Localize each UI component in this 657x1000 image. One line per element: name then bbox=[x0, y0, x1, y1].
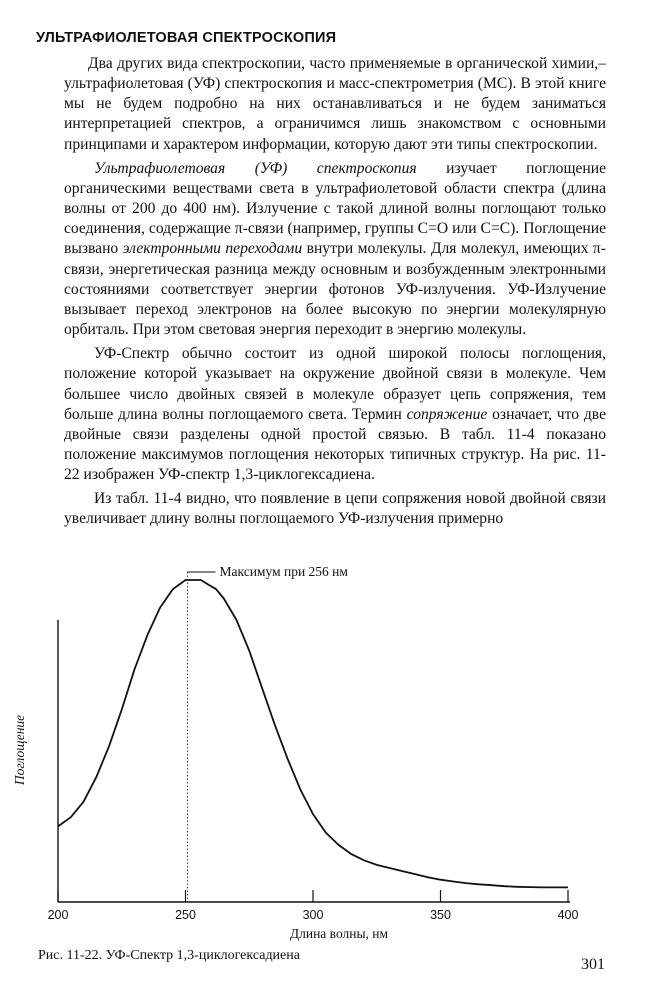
x-tick-label-300: 300 bbox=[302, 908, 324, 922]
paragraph-3-part-b: означает, что две двойные связи разделены одной простой связью. В табл. 11-4 показано положение максимумов поглощения некоторых типичных структур. На рис. 11-22 изображен УФ-спектр 1,3-циклогексадиена. bbox=[64, 405, 606, 484]
paragraph-3 bbox=[64, 344, 606, 485]
x-tick-label-250: 250 bbox=[175, 908, 196, 922]
paragraph-2-part-b: внутри молекулы. Для молекул, имеющих π-связи, энергетическая разница между основным и возбужденным электронными состояниями соответствует энергии фотонов УФ-излучения. УФ-Излучение вызывает переход электронов на более высокую по энергии молекулярную орбиталь. При этом световая энергия переходит в энергию молекулы. bbox=[64, 240, 606, 339]
uv-spectrum-chart bbox=[0, 560, 657, 950]
x-tick-label-350: 350 bbox=[430, 908, 451, 922]
paragraph-2-part-a: изучает поглощение органическими веществами света в ультрафиолетовой области спектра (длина волны от 200 до 400 нм). Излучение с такой длиной волны поглощают только соединения, содержащие π-связи (например, группы C=O или C=C). Поглощение вызвано bbox=[64, 159, 607, 258]
x-axis-label: Длина волны, нм bbox=[289, 926, 389, 941]
y-axis-label: Поглощение bbox=[12, 714, 27, 786]
paragraph-4: Из табл. 11-4 видно, что появление в цепи сопряжения новой двойной связи увеличивает длину волны поглощаемого УФ-излучения примерно bbox=[64, 490, 606, 528]
page-number: 301 bbox=[581, 956, 605, 973]
spectrum-curve bbox=[58, 580, 568, 887]
body-text bbox=[64, 54, 606, 534]
peak-annotation: Максимум при 256 нм bbox=[219, 564, 348, 579]
term-electronic-transitions: электронными переходами bbox=[122, 240, 303, 258]
paragraph-3-part-a: УФ-Спектр обычно состоит из одной широкой полосы поглощения, положение которой указывает на окружение двойной связи в молекуле. Чем большее число двойных связей в молекуле образует цепь сопряжения, тем больше длина волны поглощаемого света. Термин bbox=[64, 345, 606, 423]
term-conjugation: сопряжение bbox=[406, 405, 488, 423]
figure-caption: Рис. 11-22. УФ-Спектр 1,3-циклогексадиена bbox=[38, 948, 300, 963]
x-tick-label-400: 400 bbox=[557, 908, 579, 922]
paragraph-1: Два других вида спектроскопии, часто применяемые в органической химии,– ультрафиолетовая (УФ) спектроскопия и масс-спектрометрия (МС). В этой книге мы не будем подробно на них останавливаться и не будем заниматься интерпретацией спектров, а ограничимся лишь знакомством с основными принципами и характером информации, которую дают эти типы спектроскопии. bbox=[64, 55, 606, 153]
x-tick-label-200: 200 bbox=[47, 908, 69, 922]
running-header: УЛЬТРАФИОЛЕТОВАЯ СПЕКТРОСКОПИЯ bbox=[36, 30, 337, 46]
paragraph-2 bbox=[64, 159, 606, 340]
term-uv-spectroscopy: Ультрафиолетовая (УФ) спектроскопия bbox=[94, 159, 417, 177]
